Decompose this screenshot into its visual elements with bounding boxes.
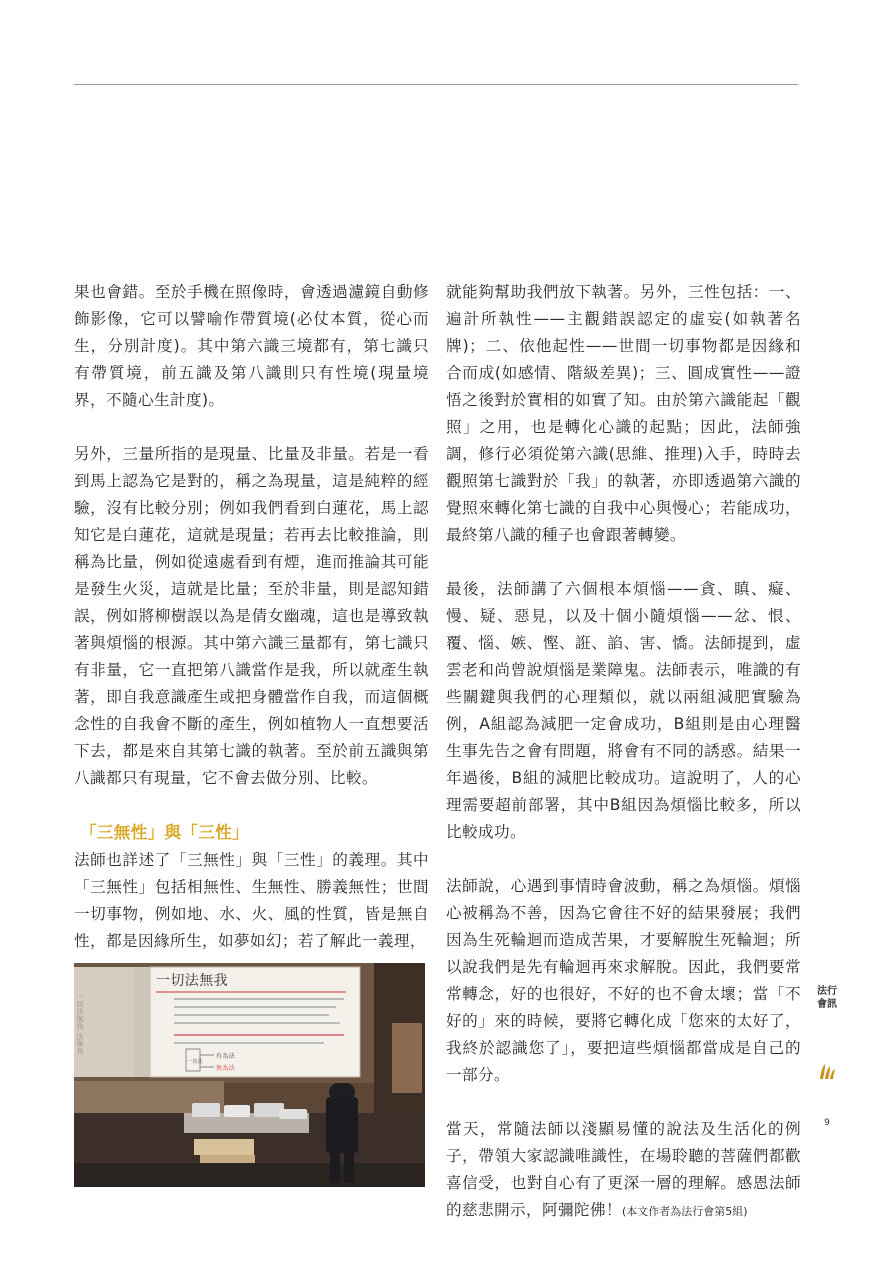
page-number: 9: [824, 1118, 830, 1128]
slide-branch-1: 有為法: [216, 1053, 236, 1060]
brand-logo-icon: [818, 1061, 836, 1081]
right-paragraph-4: [446, 1116, 801, 1225]
slide-side-text: 一切法無我 法無我: [76, 993, 84, 1055]
slide-title: 一切法無我: [156, 973, 228, 989]
left-paragraph-3: 法師也詳述了「三無性」與「三性」的義理。其中「三無性」包括相無性、生無性、勝義無性；世間一切事物，例如地、水、火、風的性質，皆是無自性，都是因緣所生，如夢如幻；若了解此一義理，: [74, 851, 429, 950]
right-paragraph-1: 就能夠幫助我們放下執著。另外，三性包括：一、遍計所執性——主觀錯誤認定的虛妄(如執著名牌)；二、依他起性——世間一切事物都是因緣和合而成(如感情、階級差異)；三、圓成實性——證悟之後對於實相的如實了知。由於第六識能起「觀照」之用，也是轉化心識的起點；因此，法師強調，修行必須從第六識(思維、推理)入手，時時去觀照第七識對於「我」的執著，亦即透過第六識的覺照來轉化第七識的自我中心與慢心；若能成功，最終第八識的種子也會跟著轉變。: [446, 283, 801, 544]
left-paragraph-1: 果也會錯。至於手機在照像時，會透過濾鏡自動修飾影像，它可以譬喻作帶質境(必仗本質，從心而生，分別計度)。其中第六識三境都有，第七識只有帶質境，前五識及第八識則只有性境(現量境界，不隨心生計度)。: [74, 283, 429, 409]
section-heading: 「三無性」與「三性」: [80, 823, 249, 842]
right-paragraph-4-text: 當天，常隨法師以淺顯易懂的說法及生活化的例子，帶領大家認識唯識性，在場聆聽的菩薩們都歡喜信受，也對自心有了更深一層的理解。感恩法師的慈悲開示，阿彌陀佛！: [446, 1120, 801, 1219]
slide-box: 一切法: [187, 1059, 204, 1065]
top-rule: [74, 84, 798, 85]
right-paragraph-3: 法師說，心遇到事情時會波動，稱之為煩惱。煩惱心被稱為不善，因為它會往不好的結果發展；我們因為生死輪迴而造成苦果，才要解脫生死輪迴；所以說我們是先有輪迴再來求解脫。因此，我們要常常轉念，好的也很好，不好的也不會太壞；當「不好的」來的時候，要將它轉化成「您來的太好了，我終於認識您了」，要把這些煩惱都當成是自己的一部分。: [446, 877, 801, 1084]
slide-branch-2: 無為法: [216, 1065, 236, 1072]
right-paragraph-2: 最後，法師講了六個根本煩惱——貪、瞋、癡、慢、疑、惡見，以及十個小隨煩惱——忿、恨、覆、惱、嫉、慳、誑、諂、害、憍。法師提到，虛雲老和尚曾說煩惱是業障鬼。法師表示，唯識的有些關鍵與我們的心理類似，就以兩組減肥實驗為例，A組認為減肥一定會成功，B組則是由心理醫生事先告之會有問題，將會有不同的誘惑。結果一年過後，B組的減肥比較成功。這說明了，人的心理需要超前部署，其中B組因為煩惱比較多，所以比較成功。: [446, 580, 801, 841]
magazine-brand: 法行會訊: [817, 986, 837, 1010]
left-paragraph-2: 另外，三量所指的是現量、比量及非量。若是一看到馬上認為它是對的，稱之為現量，這是純粹的經驗，沒有比較分別；例如我們看到白蓮花，馬上認知它是白蓮花，這就是現量；若再去比較推論，則稱為比量，例如從遠處看到有煙，進而推論其可能是發生火災，這就是比量；至於非量，則是認知錯誤，例如將柳樹誤以為是倩女幽魂，這也是導致執著與煩惱的根源。其中第六識三量都有，第七識只有非量，它一直把第八識當作是我，所以就產生執著，即自我意識產生或把身體當作自我，而這個概念性的自我會不斷的產生，例如植物人一直想要活下去，都是來自其第七識的執著。至於前五識與第八識都只有現量，它不會去做分別、比較。: [74, 445, 429, 787]
right-column: [446, 279, 801, 1225]
event-photo-illustration: [74, 963, 425, 1187]
author-credit: (本文作者為法行會第5組): [621, 1205, 748, 1218]
event-photo: [74, 963, 425, 1187]
left-column: [74, 279, 429, 1187]
